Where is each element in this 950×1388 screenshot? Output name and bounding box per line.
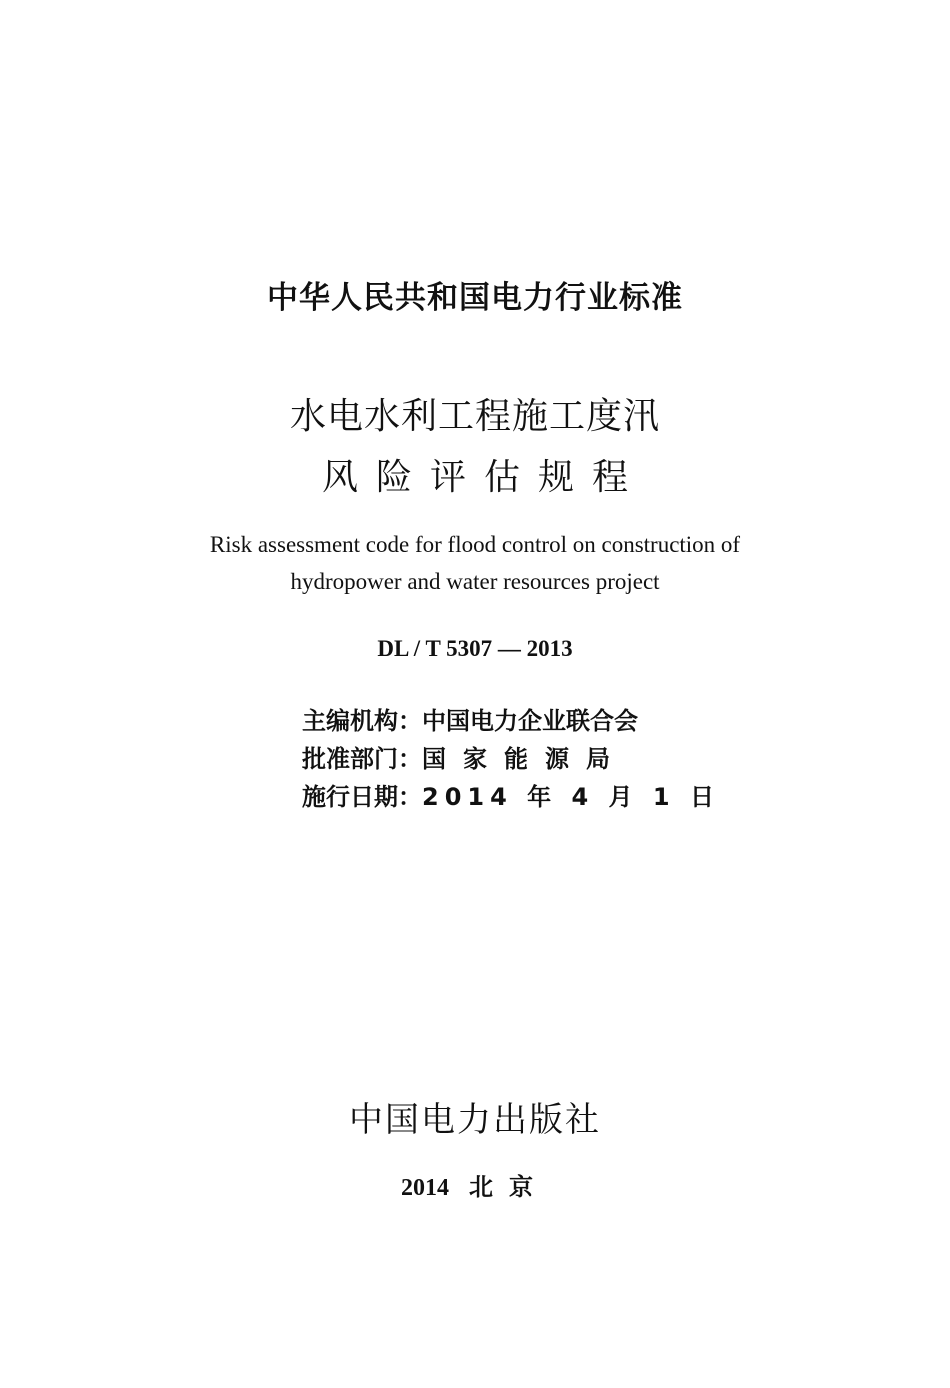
approver-value: 国家能源局: [422, 745, 627, 773]
editor-row: [302, 701, 722, 736]
title-en-line-1: Risk assessment code for flood control on construction of: [209, 532, 741, 557]
publisher-name: 中国电力出版社: [349, 1100, 601, 1140]
standard-code: DL / T 5307 — 2013: [377, 636, 573, 661]
publication-year: 2014: [401, 1175, 449, 1201]
title-en-line-2: hydropower and water resources project: [290, 569, 660, 594]
effective-label: 施行日期：: [302, 783, 422, 811]
approver-row: [302, 739, 722, 774]
effective-date-row: [302, 777, 722, 812]
effective-value: 2014 年 4 月 1 日: [422, 783, 720, 811]
editor-value: 中国电力企业联合会: [422, 707, 638, 735]
publication-place: [0, 1167, 950, 1202]
title-zh-line-1: 水电水利工程施工度汛: [289, 396, 660, 437]
approver-label: 批准部门：: [302, 745, 422, 773]
standard-series: 中华人民共和国电力行业标准: [267, 280, 683, 316]
title-zh-line-2: 风险评估规程: [321, 457, 646, 498]
editor-label: 主编机构：: [302, 707, 422, 735]
publication-city: 北京: [469, 1173, 549, 1201]
